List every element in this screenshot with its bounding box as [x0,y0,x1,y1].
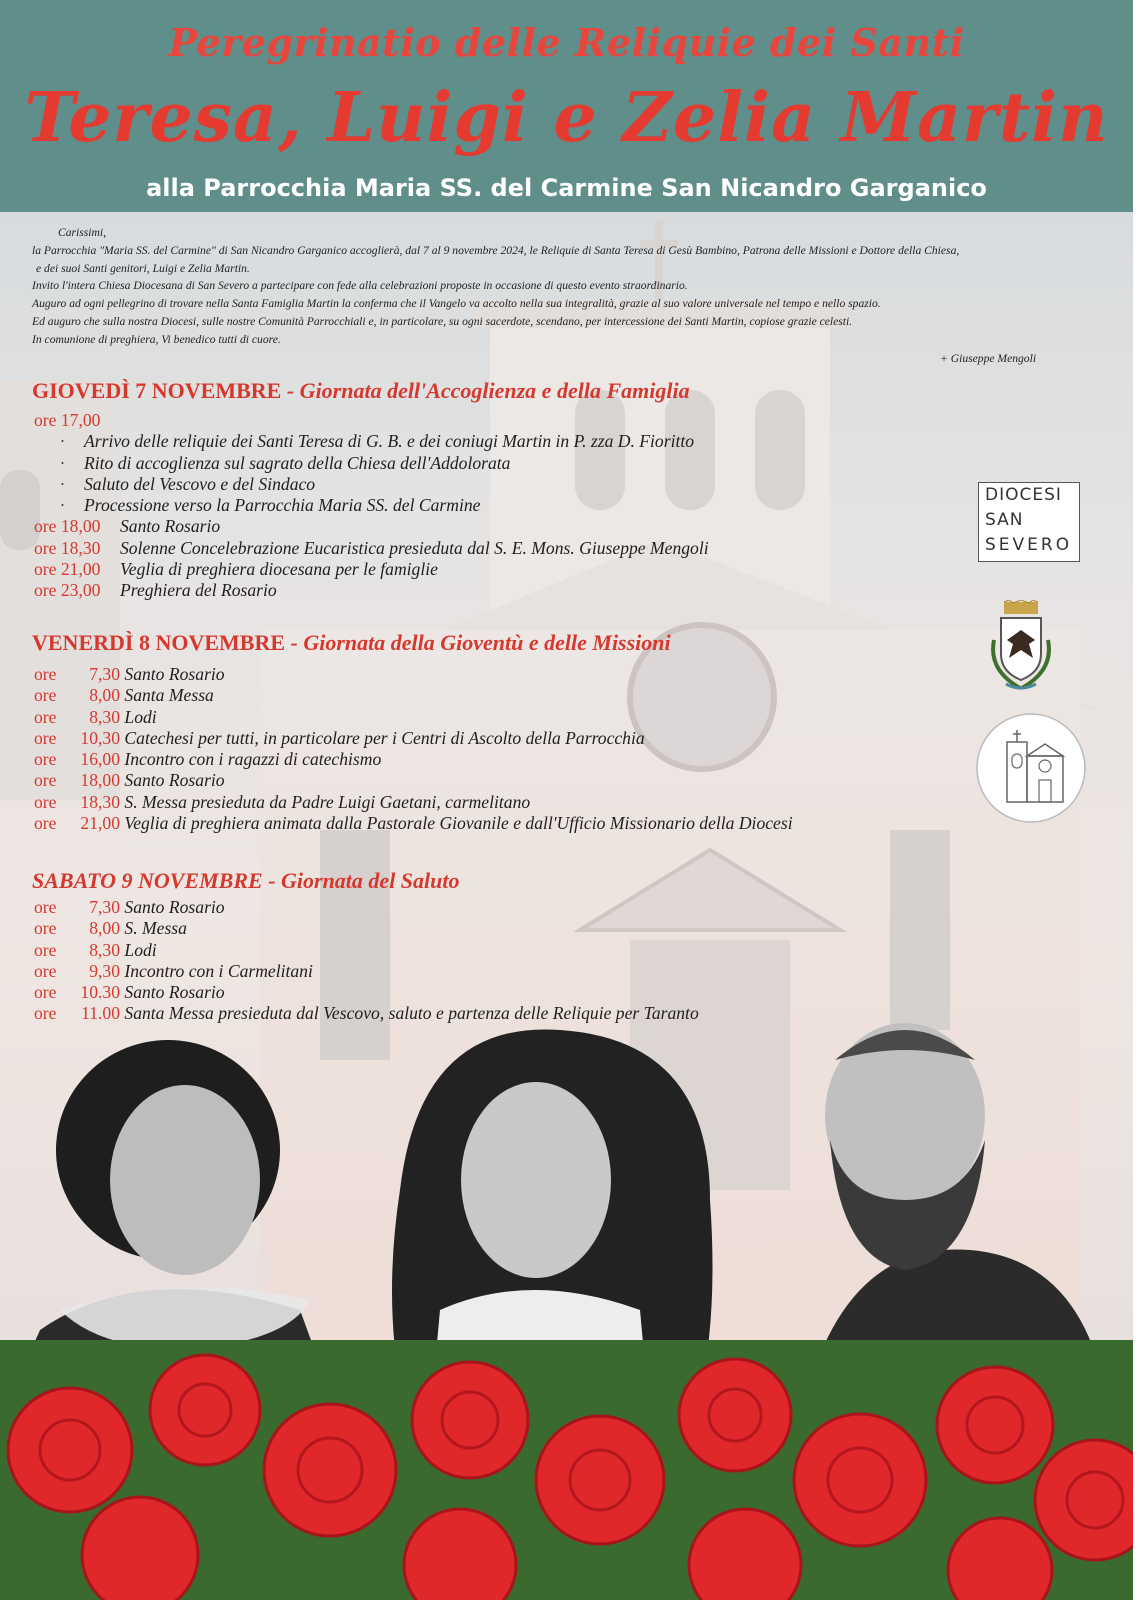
schedule-row [34,792,793,813]
schedule-text: Santo Rosario [124,982,225,1003]
schedule-text: Lodi [124,939,157,960]
schedule-text: S. Messa presieduta da Padre Luigi Gaetani, carmelitano [124,791,531,812]
day1-title: GIOVEDÌ 7 NOVEMBRE [32,378,282,403]
schedule-ore: ore [34,664,57,684]
schedule-row [34,664,793,685]
schedule-ore: ore [34,770,57,791]
schedule-ore: ore [34,749,57,770]
header-title-line1: Peregrinatio delle Reliquie dei Santi [168,20,965,65]
diocesi-san-severo-logo [978,482,1080,562]
logo-text-line: SAN [985,510,1024,530]
schedule-row [34,559,709,580]
letter-greeting: Carissimi, [58,226,106,239]
schedule-time-value: 8,00 [89,918,120,939]
day1-heading [32,378,690,404]
schedule-time-value: 8,00 [89,685,120,706]
schedule-ore: ore [34,813,57,834]
letter-paragraph: Invito l'intera Chiesa Diocesana di San Severo a partecipare con fede alla celebrazioni proposte in occasione di questo evento straordinario. [32,279,688,293]
schedule-time-value: 16,00 [80,749,120,770]
schedule-row [34,516,709,537]
schedule-text: Santo Rosario [124,770,225,791]
header-title-main: Teresa, Luigi e Zelia Martin [24,78,1109,158]
schedule-ore: ore [34,960,57,981]
schedule-time-value: 8,30 [89,706,120,727]
schedule-row [34,897,699,918]
schedule-text: Lodi [124,706,157,727]
parish-church-logo [975,712,1087,824]
day1-subtitle: - Giornata dell'Accoglienza e della Famiglia [281,378,690,403]
schedule-ore: ore [34,791,57,812]
schedule-row [34,749,793,770]
schedule-time-value: ore 23,00 [34,580,101,601]
list-item [34,474,709,495]
schedule-time-value: 18,30 [80,791,120,812]
schedule-row [34,728,793,749]
list-item [34,495,709,516]
schedule-time-value: 10.30 [80,982,120,1003]
schedule-row [34,580,709,601]
day1-schedule [34,410,709,602]
bullet-icon: · [60,452,65,473]
schedule-time-value: 11.00 [81,1003,120,1024]
schedule-row [34,982,699,1003]
schedule-time-value: ore 17,00 [34,410,101,430]
schedule-row [34,685,793,706]
schedule-time-value: ore 18,00 [34,516,101,537]
schedule-text: Santa Messa presieduta dal Vescovo, saluto e partenza delle Reliquie per Taranto [124,1003,699,1024]
schedule-row [34,918,699,939]
day2-heading [32,630,671,656]
schedule-text: Santo Rosario [120,516,221,537]
list-item-text: Arrivo delle reliquie dei Santi Teresa di G. B. e dei coniugi Martin in P. zza D. Fioritto [84,431,695,452]
schedule-time-value: ore 18,30 [34,537,101,558]
bullet-icon: · [60,431,65,452]
list-item [34,453,709,474]
schedule-time-value: 8,30 [89,939,120,960]
schedule-time [34,410,709,431]
bishop-letter [32,224,1102,349]
roses-decoration-image [0,1340,1133,1600]
day2-schedule [34,664,793,834]
schedule-ore: ore [34,685,57,706]
letter-paragraph: Ed auguro che sulla nostra Diocesi, sulle nostre Comunità Parrocchiali e, in particolare, su ogni sacerdote, scendano, per intercessione dei Santi Martin, copiose grazie celesti. [32,314,853,328]
schedule-row [34,538,709,559]
schedule-text: Veglia di preghiera diocesana per le famiglie [120,559,438,580]
day3-title: SABATO 9 NOVEMBRE [32,868,263,893]
day2-title: VENERDÌ 8 NOVEMBRE [32,630,286,655]
schedule-time-value: 7,30 [89,664,120,684]
schedule-text: Santo Rosario [124,664,225,684]
letter-paragraph: la Parrocchia "Maria SS. del Carmine" di San Nicandro Garganico accoglierà, dal 7 al 9 novembre 2024, le Reliquie di Santa Teresa di Gesù Bambino, Patrona delle Missioni e Dottore della Chiesa, [32,243,960,257]
schedule-time-value: ore 21,00 [34,559,101,580]
schedule-text: Veglia di preghiera animata dalla Pastorale Giovanile e dall'Ufficio Missionario della Diocesi [124,813,793,834]
schedule-ore: ore [34,939,57,960]
schedule-time-value: 18,00 [80,770,120,791]
schedule-text: Preghiera del Rosario [120,580,277,601]
schedule-time-value: 7,30 [89,897,120,917]
list-item [34,431,709,452]
schedule-text: Catechesi per tutti, in particolare per i Centri di Ascolto della Parrocchia [124,727,645,748]
bullet-icon: · [60,473,65,494]
schedule-text: Incontro con i Carmelitani [124,960,313,981]
schedule-ore: ore [34,897,57,917]
schedule-ore: ore [34,706,57,727]
day3-subtitle: - Giornata del Saluto [262,868,460,893]
schedule-text: Santa Messa [124,685,214,706]
schedule-ore: ore [34,982,57,1003]
schedule-ore: ore [34,918,57,939]
header-subtitle: alla Parrocchia Maria SS. del Carmine San Nicandro Garganico [146,174,987,202]
municipal-coat-of-arms-icon [988,600,1054,692]
logo-text-line: SEVERO [985,535,1073,555]
day2-subtitle: - Giornata della Gioventù e delle Missioni [285,630,671,655]
schedule-time-value: 10,30 [80,727,120,748]
day3-schedule [34,897,699,1025]
schedule-time-value: 9,30 [89,960,120,981]
letter-paragraph: e dei suoi Santi genitori, Luigi e Zelia Martin. [36,261,250,275]
schedule-text: S. Messa [124,918,187,939]
schedule-row [34,707,793,728]
list-item-text: Saluto del Vescovo e del Sindaco [84,473,316,494]
list-item-text: Processione verso la Parrocchia Maria SS. del Carmine [84,495,481,516]
schedule-time-value: 21,00 [80,813,120,834]
schedule-row [34,940,699,961]
bullet-icon: · [60,495,65,516]
header-band [0,0,1133,212]
schedule-row [34,770,793,791]
schedule-row [34,961,699,982]
letter-paragraph: Auguro ad ogni pellegrino di trovare nella Santa Famiglia Martin la conferma che il Vangelo va accolto nella sua integralità, grazie al suo valore universale nel tempo e nello spazio. [32,297,881,311]
schedule-row [34,813,793,834]
logo-text-line: DIOCESI [985,485,1062,505]
schedule-text: Incontro con i ragazzi di catechismo [124,749,382,770]
letter-paragraph: In comunione di preghiera, Vi benedico tutti di cuore. [32,332,281,346]
letter-signature: + Giuseppe Mengoli [940,352,1037,365]
schedule-text: Solenne Concelebrazione Eucaristica presieduta dal S. E. Mons. Giuseppe Mengoli [120,537,709,558]
schedule-text: Santo Rosario [124,897,225,917]
day3-heading [32,868,460,894]
list-item-text: Rito di accoglienza sul sagrato della Chiesa dell'Addolorata [84,452,511,473]
schedule-ore: ore [34,727,57,748]
schedule-ore: ore [34,1003,57,1024]
